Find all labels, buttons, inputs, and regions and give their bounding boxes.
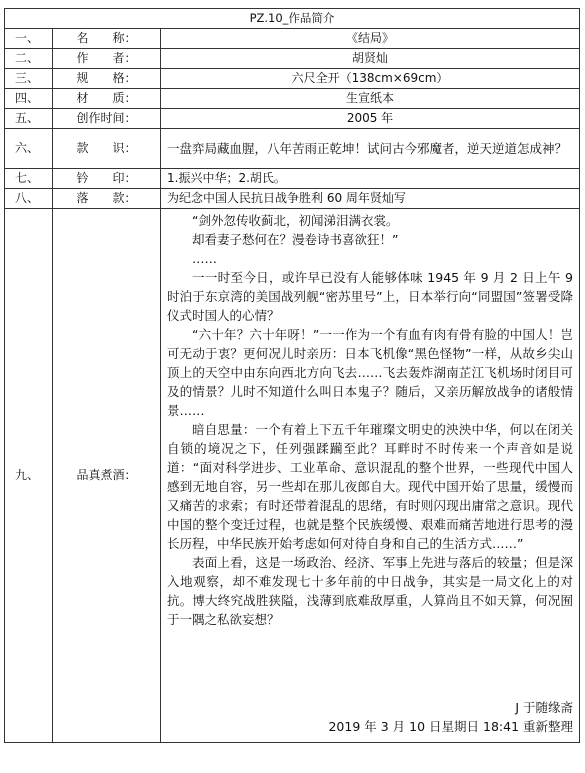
row-number: 九、 — [5, 209, 53, 743]
row-number: 七、 — [5, 169, 53, 189]
row-label: 名 称： — [53, 29, 161, 49]
row-number: 五、 — [5, 109, 53, 129]
row-label: 创作时间： — [53, 109, 161, 129]
table-row — [5, 129, 580, 169]
paragraph: 表面上看，这是一场政治、经济、军事上先进与落后的较量；但是深入地观察，却不难发现七十多年前的中日战争，其实是一局文化上的对抗。博大终究战胜狭隘，浅薄到底难敌厚重，人算尚且不如天算，何况囿于一隅之私欲妄想？ — [167, 555, 573, 627]
ellipsis-line: …… — [192, 251, 217, 266]
table-row — [5, 29, 580, 49]
intro-table — [4, 8, 580, 743]
row-value: 生宣纸本 — [161, 89, 580, 109]
timestamp: 2019 年 3 月 10 日星期日 18:41 重新整理 — [328, 719, 573, 734]
row-value: 2005 年 — [161, 109, 580, 129]
row-label: 钤 印： — [53, 169, 161, 189]
row-label: 款 识： — [53, 129, 161, 169]
row-number: 六、 — [5, 129, 53, 169]
paragraph: 一一时至今日，或许早已没有人能够体味 1945 年 9 月 2 日上午 9 时泊于东京湾的美国战列舰“密苏里号”上，日本举行向“同盟国”签署受降仪式时国人的心情？ — [167, 270, 573, 323]
table-row — [5, 169, 580, 189]
row-value: 1.振兴中华；2.胡氏。 — [161, 169, 580, 189]
row-number: 二、 — [5, 49, 53, 69]
paragraph: “六十年？六十年呀！”一一作为一个有血有肉有骨有脸的中国人！岂可无动于衷？更何况儿时亲历：日本飞机像“黑色怪物”一样，从故乡尖山顶上的天空中由东向西北方向飞去……飞去轰炸湖南芷江飞机场时闭目可及的情景？儿时不知道什么叫日本鬼子？随后，又亲历解放战争的诸般情景…… — [167, 327, 573, 418]
signature-block — [167, 698, 573, 736]
table-row — [5, 89, 580, 109]
row-number: 三、 — [5, 69, 53, 89]
table-row-commentary — [5, 209, 580, 743]
signature: J 于随缘斋 — [515, 700, 573, 715]
row-number: 八、 — [5, 189, 53, 209]
row-label: 材 质： — [53, 89, 161, 109]
title-row — [5, 9, 580, 29]
row-label: 品真煮酒： — [53, 209, 161, 743]
table-row — [5, 109, 580, 129]
row-label: 落 款： — [53, 189, 161, 209]
row-value: 《结局》 — [161, 29, 580, 49]
table-row — [5, 49, 580, 69]
table-row — [5, 69, 580, 89]
row-value: 为纪念中国人民抗日战争胜利 60 周年贤灿写 — [161, 189, 580, 209]
table-row — [5, 189, 580, 209]
poem-line: 却看妻子愁何在？漫卷诗书喜欲狂！” — [192, 232, 399, 247]
row-label: 规 格： — [53, 69, 161, 89]
row-number: 一、 — [5, 29, 53, 49]
row-value: 胡贤灿 — [161, 49, 580, 69]
poem-line: “剑外忽传收蓟北，初闻涕泪满衣裳。 — [192, 213, 399, 228]
commentary-text — [167, 211, 573, 629]
row-value: 六尺全开（138cm×69cm） — [161, 69, 580, 89]
row-number: 四、 — [5, 89, 53, 109]
document-page — [4, 8, 580, 760]
doc-title: PZ.10_作品简介 — [5, 9, 580, 29]
row-value: 一盘弈局藏血腥，八年苦雨正乾坤！试问古今邪魔者，逆天逆道怎成神？ — [161, 129, 580, 169]
paragraph: 暗自思量：一个有着上下五千年璀璨文明史的泱泱中华，何以在闭关自锁的境况之下，任列强蹂躏至此？耳畔时不时传来一个声音如是说道：“面对科学进步、工业革命、意识混乱的整个世界，一些现代中国人感到无地自容，另一些却在那儿夜郎自大。现代中国开始了思量，缓慢而又痛苦的求索；有时还带着混乱的思绪，有时则闪现出庸常之意识。现代中国的整个变迁过程，也就是整个民族缓慢、艰难而痛苦地进行思考的漫长历程，中华民族开始考虑如何对待自身和自己的生活方式……” — [167, 422, 573, 551]
commentary-cell — [161, 209, 580, 743]
row-label: 作 者： — [53, 49, 161, 69]
